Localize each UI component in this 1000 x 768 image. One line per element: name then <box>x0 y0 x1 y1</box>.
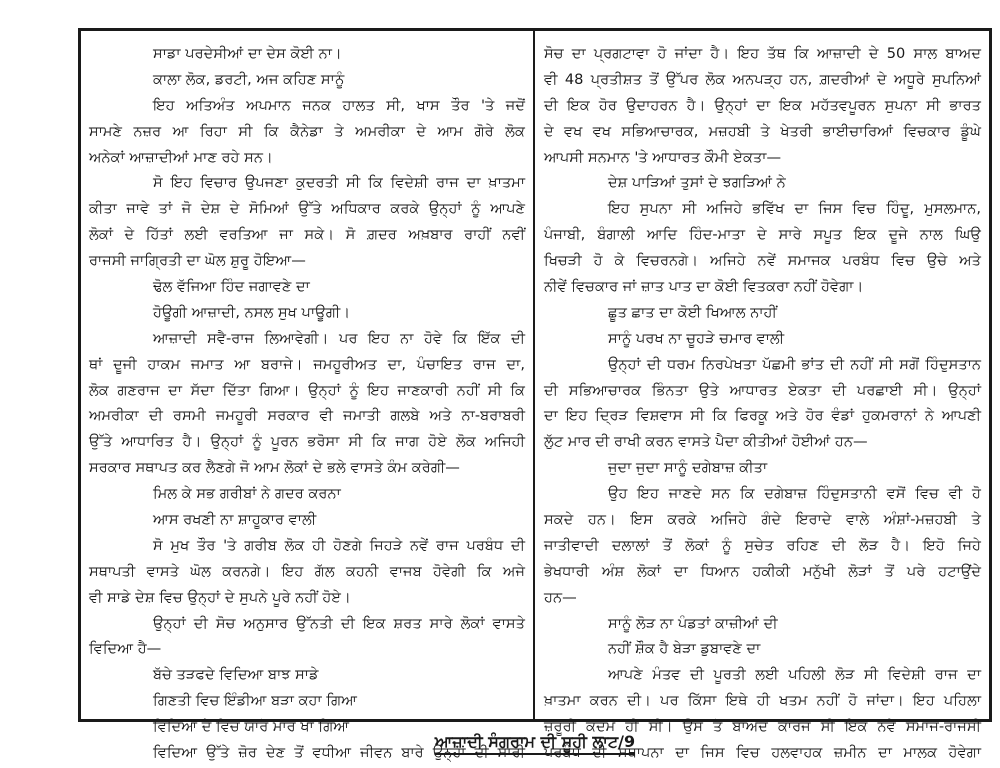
paragraph-line: ਸਾਮਣੇ ਨਜ਼ਰ ਆ ਰਿਹਾ ਸੀ ਕਿ ਕੈਨੇਡਾ ਤੇ ਅਮਰੀਕਾ ਦੇ ਆਮ ਗੋਰੇ ਲੋਕ <box>89 122 525 140</box>
paragraph-line: ਨੀਵੇਂ ਵਿਚਕਾਰ ਜਾਂ ਜ਼ਾਤ ਪਾਤ ਦਾ ਕੋਈ ਵਿਤਕਰਾ ਨਹੀਂ ਹੋਵੇਗਾ। <box>544 278 864 296</box>
verse-line: ਹੋਊਗੀ ਆਜ਼ਾਦੀ, ਨਸਲ ਸੁਖ ਪਾਊਗੀ। <box>153 303 351 321</box>
verse-line: ਨਹੀਂ ਸ਼ੌਕ ਹੈ ਬੇੜਾ ਡੁਬਾਵਣੇ ਦਾ <box>608 640 761 658</box>
paragraph-line: ਲੋਕ ਗਣਰਾਜ ਦਾ ਸੱਦਾ ਦਿੱਤਾ ਗਿਆ। ਉਨ੍ਹਾਂ ਨੂੰ ਇਹ ਜਾਣਕਾਰੀ ਨਹੀਂ ਸੀ ਕਿ <box>89 381 525 399</box>
paragraph-line: ਸਰਕਾਰ ਸਥਾਪਤ ਕਰ ਲੈਣਗੇ ਜੋ ਆਮ ਲੋਕਾਂ ਦੇ ਭਲੇ ਵਾਸਤੇ ਕੰਮ ਕਰੇਗੀ— <box>89 459 460 477</box>
paragraph-line: ਵਿਦਿਆ ਉੱਤੇ ਜ਼ੋਰ ਦੇਣ ਤੋਂ ਵਧੀਆ ਜੀਵਨ ਬਾਰੇ ਉਨ੍ਹਾਂ ਦੀ ਸਾਰੀ <box>153 744 525 762</box>
paragraph-line: ਇਹ ਸੁਪਨਾ ਸੀ ਅਜਿਹੇ ਭਵਿੱਖ ਦਾ ਜਿਸ ਵਿਚ ਹਿੰਦੂ, ਮੁਸਲਮਾਨ, <box>608 200 981 218</box>
paragraph-line: ਆਪਸੀ ਸਨਮਾਨ 'ਤੇ ਆਧਾਰਤ ਕੌਮੀ ਏਕਤਾ— <box>544 148 782 166</box>
paragraph-line: ਲੋਕਾਂ ਦੇ ਹਿੱਤਾਂ ਲਈ ਵਰਤਿਆ ਜਾ ਸਕੇ। ਸੋ ਗ਼ਦਰ ਅਖ਼ਬਾਰ ਰਾਹੀਂ ਨਵੀਂ <box>89 226 525 244</box>
paragraph-line: ਲੁੱਟ ਮਾਰ ਦੀ ਰਾਖੀ ਕਰਨ ਵਾਸਤੇ ਪੈਦਾ ਕੀਤੀਆਂ ਹੋਈਆਂ ਹਨ— <box>544 433 868 451</box>
verse-line: ਬੱਚੇ ਤੜਫਦੇ ਵਿਦਿਆ ਬਾਝ ਸਾਡੇ <box>153 666 319 684</box>
paragraph-line: ਉੱਤੇ ਆਧਾਰਿਤ ਹੈ। ਉਨ੍ਹਾਂ ਨੂੰ ਪੂਰਨ ਭਰੋਸਾ ਸੀ ਕਿ ਜਾਗ ਹੋਏ ਲੋਕ ਅਜਿਹੀ <box>89 433 525 451</box>
paragraph-line: ਪਰਬੰਧ ਦੀ ਸਥਾਪਨਾ ਦਾ ਜਿਸ ਵਿਚ ਹਲਵਾਹਕ ਜ਼ਮੀਨ ਦਾ ਮਾਲਕ ਹੋਵੇਗਾ <box>544 744 981 762</box>
paragraph-line: ਦੀ ਸਭਿਆਚਾਰਕ ਭਿੰਨਤਾ ਉਤੇ ਆਧਾਰਤ ਏਕਤਾ ਦੀ ਪਰਛਾਈ ਸੀ। ਉਨ੍ਹਾਂ <box>544 381 981 399</box>
paragraph-line: ਖ਼ਾਤਮਾ ਕਰਨ ਦੀ। ਪਰ ਕਿੱਸਾ ਇਥੇ ਹੀ ਖਤਮ ਨਹੀਂ ਹੋ ਜਾਂਦਾ। ਇਹ ਪਹਿਲਾ <box>544 692 981 710</box>
verse-line: ਕਾਲਾ ਲੋਕ, ਡਰਟੀ, ਅਜ ਕਹਿਣ ਸਾਨੂੰ <box>153 70 345 88</box>
paragraph-line: ਹਨ— <box>544 588 577 606</box>
paragraph-line: ਥਾਂ ਦੂਜੀ ਹਾਕਮ ਜਮਾਤ ਆ ਬਰਾਜੇ। ਜਮਹੂਰੀਅਤ ਦਾ, ਪੰਚਾਇਤ ਰਾਜ ਦਾ, <box>89 355 525 373</box>
verse-line: ਛੂਤ ਛਾਤ ਦਾ ਕੋਈ ਖਿਆਲ ਨਾਹੀਂ <box>608 303 777 321</box>
paragraph-line: ਉਨ੍ਹਾਂ ਦੀ ਸੋਚ ਅਨੁਸਾਰ ਉੱਨਤੀ ਦੀ ਇਕ ਸ਼ਰਤ ਸਾਰੇ ਲੋਕਾਂ ਵਾਸਤੇ <box>153 614 525 632</box>
paragraph-line: ਵੀ ਸਾਡੇ ਦੇਸ਼ ਵਿਚ ਉਨ੍ਹਾਂ ਦੇ ਸੁਪਨੇ ਪੂਰੇ ਨਹੀਂ ਹੋਏ। <box>89 588 351 606</box>
verse-line: ਮਿਲ ਕੇ ਸਭ ਗਰੀਬਾਂ ਨੇ ਗਦਰ ਕਰਨਾ <box>153 485 341 503</box>
paragraph-line: ਕੀਤਾ ਜਾਵੇ ਤਾਂ ਜੋ ਦੇਸ਼ ਦੇ ਸੋਮਿਆਂ ਉੱਤੇ ਅਧਿਕਾਰ ਕਰਕੇ ਉਨ੍ਹਾਂ ਨੂੰ ਆਪਣੇ <box>89 200 525 218</box>
verse-line: ਸਾਨੂੰ ਲੋੜ ਨਾ ਪੰਡਤਾਂ ਕਾਜ਼ੀਆਂ ਦੀ <box>608 614 778 632</box>
paragraph-line: ਸੋ ਮੁਖ ਤੌਰ 'ਤੇ ਗਰੀਬ ਲੋਕ ਹੀ ਹੋਣਗੇ ਜਿਹੜੇ ਨਵੇਂ ਰਾਜ ਪਰਬੰਧ ਦੀ <box>153 536 525 554</box>
paragraph-line: ਇਹ ਅਤਿਅੰਤ ਅਪਮਾਨ ਜਨਕ ਹਾਲਤ ਸੀ, ਖਾਸ ਤੌਰ 'ਤੇ ਜਦੋਂ <box>153 96 525 114</box>
paragraph-line: ਦੀ ਇਕ ਹੋਰ ਉਦਾਹਰਨ ਹੈ। ਉਨ੍ਹਾਂ ਦਾ ਇਕ ਮਹੱਤਵਪੂਰਨ ਸੁਪਨਾ ਸੀ ਭਾਰਤ <box>544 96 981 114</box>
page-footer <box>78 727 992 757</box>
paragraph-line: ਆਪਣੇ ਮੰਤਵ ਦੀ ਪੂਰਤੀ ਲਈ ਪਹਿਲੀ ਲੋੜ ਸੀ ਵਿਦੇਸ਼ੀ ਰਾਜ ਦਾ <box>608 666 981 684</box>
paragraph-line: ਆਜ਼ਾਦੀ ਸਵੈ-ਰਾਜ ਲਿਆਵੇਗੀ। ਪਰ ਇਹ ਨਾ ਹੋਵੇ ਕਿ ਇੱਕ ਦੀ <box>153 329 525 347</box>
column-divider <box>533 31 535 719</box>
paragraph-line: ਸੋਚ ਦਾ ਪ੍ਰਗਟਾਵਾ ਹੋ ਜਾਂਦਾ ਹੈ। ਇਹ ਤੱਥ ਕਿ ਆਜ਼ਾਦੀ ਦੇ 50 ਸਾਲ ਬਾਅਦ <box>544 45 981 62</box>
right-column <box>536 31 989 762</box>
verse-line: ਦੇਸ਼ ਪਾੜਿਆਂ ਤੁਸਾਂ ਦੇ ਝਗੜਿਆਂ ਨੇ <box>608 174 786 192</box>
left-column <box>81 31 533 762</box>
verse-line: ਗਿਣਤੀ ਵਿਚ ਇੰਡੀਆ ਬੜਾ ਕਹਾ ਗਿਆ <box>153 692 358 710</box>
paragraph-line: ਅਮਰੀਕਾ ਦੀ ਰਸਮੀ ਜਮਹੂਰੀ ਸਰਕਾਰ ਵੀ ਜਮਾਤੀ ਗਲਬੇ ਅਤੇ ਨਾ-ਬਰਾਬਰੀ <box>89 407 525 425</box>
verse-line: ਵਿਦਿਆ ਦੇ ਵਿਚ ਯਾਰੋ ਮਾਰ ਖਾ ਗਿਆ <box>153 718 350 736</box>
paragraph-line: ਜਾਤੀਵਾਦੀ ਦਲਾਲਾਂ ਤੋਂ ਲੋਕਾਂ ਨੂੰ ਸੁਚੇਤ ਰਹਿਣ ਦੀ ਲੋੜ ਹੈ। ਇਹੋ ਜਿਹੇ <box>544 536 981 554</box>
paragraph-line: ਪੰਜਾਬੀ, ਬੰਗਾਲੀ ਆਦਿ ਹਿੰਦ-ਮਾਤਾ ਦੇ ਸਾਰੇ ਸਪੂਤ ਇਕ ਦੂਜੇ ਨਾਲ ਘਿਉ <box>544 226 981 244</box>
paragraph-line: ਅਨੇਕਾਂ ਆਜ਼ਾਦੀਆਂ ਮਾਣ ਰਹੇ ਸਨ। <box>89 148 273 166</box>
paragraph-line: ਸੋ ਇਹ ਵਿਚਾਰ ਉਪਜਣਾ ਕੁਦਰਤੀ ਸੀ ਕਿ ਵਿਦੇਸ਼ੀ ਰਾਜ ਦਾ ਖ਼ਾਤਮਾ <box>153 174 525 192</box>
paragraph-line: ਸਕਦੇ ਹਨ। ਇਸ ਕਰਕੇ ਅਜਿਹੇ ਗੰਦੇ ਇਰਾਦੇ ਵਾਲੇ ਅੰਸ਼ਾਂ-ਮਜ਼ਹਬੀ ਤੇ <box>544 511 981 529</box>
verse-line: ਸਾਡਾ ਪਰਦੇਸੀਆਂ ਦਾ ਦੇਸ ਕੋਈ ਨਾ। <box>153 45 342 62</box>
paragraph-line: ਭੇਖਧਾਰੀ ਅੰਸ਼ ਲੋਕਾਂ ਦਾ ਧਿਆਨ ਹਕੀਕੀ ਮਨੁੱਖੀ ਲੋੜਾਂ ਤੋਂ ਪਰੇ ਹਟਾਉਂਦੇ <box>544 562 981 580</box>
verse-line: ਢੋਲ ਵੱਜਿਆ ਹਿੰਦ ਜਗਾਵਣੇ ਦਾ <box>153 278 310 296</box>
verse-line: ਜੁਦਾ ਜੁਦਾ ਸਾਨੂੰ ਦਗੇਬਾਜ਼ ਕੀਤਾ <box>608 459 768 477</box>
footer-title: ਆਜ਼ਾਦੀ ਸੰਗਰਾਮ ਦੀ ਸੂਹੀ ਲਾਟ/9 <box>435 731 635 755</box>
paragraph-line: ਖਿਚੜੀ ਹੋ ਕੇ ਵਿਚਰਨਗੇ। ਅਜਿਹੇ ਨਵੇਂ ਸਮਾਜਕ ਪਰਬੰਧ ਵਿਚ ਉਚੇ ਅਤੇ <box>544 252 981 270</box>
paragraph-line: ਵਿਦਿਆ ਹੈ— <box>89 640 162 658</box>
paragraph-line: ਸਥਾਪਤੀ ਵਾਸਤੇ ਘੋਲ ਕਰਨਗੇ। ਇਹ ਗੱਲ ਕਹਨੀ ਵਾਜਬ ਹੋਵੇਗੀ ਕਿ ਅਜੇ <box>89 562 525 580</box>
paragraph-line: ਦਾ ਇਹ ਦ੍ਰਿੜ ਵਿਸ਼ਵਾਸ ਸੀ ਕਿ ਫਿਰਕੂ ਅਤੇ ਹੋਰ ਵੰਡਾਂ ਹੁਕਮਰਾਨਾਂ ਨੇ ਆਪਣੀ <box>544 407 981 425</box>
paragraph-line: ਉਹ ਇਹ ਜਾਣਦੇ ਸਨ ਕਿ ਦਗੇਬਾਜ਼ ਹਿੰਦੁਸਤਾਨੀ ਵਸੋਂ ਵਿਚ ਵੀ ਹੋ <box>608 485 981 503</box>
paragraph-line: ਜ਼ਰੂਰੀ ਕਦਮ ਹੀ ਸੀ। ਉਸ ਤੋਂ ਬਾਅਦ ਕਾਰਜ ਸੀ ਇਕ ਨਵੇਂ ਸਮਾਜ-ਰਾਜਸੀ <box>544 718 981 736</box>
paragraph-line: ਵੀ 48 ਪ੍ਰਤੀਸ਼ਤ ਤੋਂ ਉੱਪਰ ਲੋਕ ਅਨਪੜ੍ਹ ਹਨ, ਗ਼ਦਰੀਆਂ ਦੇ ਅਧੂਰੇ ਸੁਪਨਿਆਂ <box>544 70 981 88</box>
paragraph-line: ਉਨ੍ਹਾਂ ਦੀ ਧਰਮ ਨਿਰਪੇਖਤਾ ਪੱਛਮੀ ਭਾਂਤ ਦੀ ਨਹੀਂ ਸੀ ਸਗੋਂ ਹਿੰਦੁਸਤਾਨ <box>608 355 981 373</box>
paragraph-line: ਦੇ ਵਖ ਵਖ ਸਭਿਆਚਾਰਕ, ਮਜ਼ਹਬੀ ਤੇ ਖੇਤਰੀ ਭਾਈਚਾਰਿਆਂ ਵਿਚਕਾਰ ਡੂੰਘੇ <box>544 122 981 140</box>
paragraph-line: ਰਾਜਸੀ ਜਾਗ੍ਰਿਤੀ ਦਾ ਘੋਲ ਸ਼ੁਰੂ ਹੋਇਆ— <box>89 252 306 270</box>
verse-line: ਸਾਨੂੰ ਪਰਖ ਨਾ ਚੂਹੜੇ ਚਮਾਰ ਵਾਲੀ <box>608 329 785 347</box>
verse-line: ਆਸ ਰਖਣੀ ਨਾ ਸ਼ਾਹੂਕਾਰ ਵਾਲੀ <box>153 511 317 529</box>
